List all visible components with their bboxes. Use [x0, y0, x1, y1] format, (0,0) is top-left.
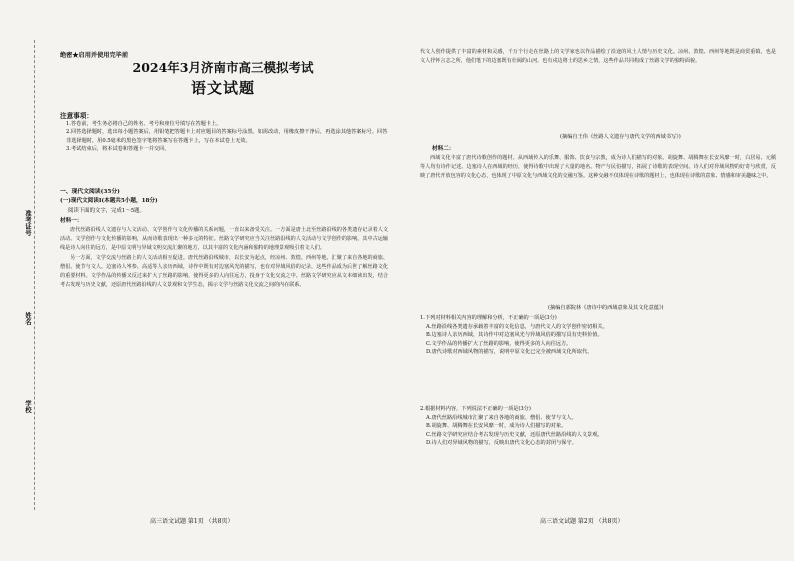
option-c: C.丝路文学研究应结合考古发现与历史文献，还原唐代丝路沿线的人文景观。: [426, 431, 603, 438]
reading-instruction: 阅读下面的文字，完成1～5题。: [68, 208, 145, 214]
option-a: A.丝路沿线各类遗存承载着丰富的文化信息，与唐代文人的文学创作密切相关。: [426, 323, 608, 330]
question-stem: 1.下列对材料相关内容的理解和分析，不正确的一项是(3分): [420, 315, 557, 321]
question-stem: 2.根据材料内容，下列说法不正确的一项是(3分): [420, 406, 531, 412]
subsection-heading: (一)现代文阅读Ⅰ(本题共5小题，18分): [60, 198, 158, 204]
notice-heading: 注意事项：: [60, 112, 93, 120]
exam-number-label: 准考证号: [24, 210, 32, 236]
material-one-label: 材料一：: [60, 218, 83, 224]
option-b: B.胡旋舞、胡腾舞在长安风靡一时，成为诗人们描写的对象。: [426, 423, 567, 430]
secret-mark: 绝密★启用并使用完毕前: [60, 52, 129, 59]
notice-list: [66, 120, 388, 154]
option-d: D.诗人们对异域风物的描写，反映出唐代文化心态的封闭与保守。: [426, 440, 577, 447]
material-two-label: 材料二：: [432, 146, 455, 152]
paragraph: 唐代丝路沿线人文遗存与人文活动、文学创作与文化传播的关系问题，一直以来备受关注。一方面是唐土北至丝路沿线的各类遗存记录着人文活动、文学创作与文化传播的影响，从而诗歌表现出一种多元的特征。丝路文学研究应当关注丝路沿线的人文活动与文学创作的影响。其中古运输线是诗人向往的远方，是中原文明与异域文明交流汇聚的地方，以其丰富的文化内涵和独特的地理景观吸引着文人们。: [60, 227, 388, 252]
subject-title: 语文试题: [190, 79, 255, 97]
option-a: A.唐代丝路沿线城市汇聚了来自各地的商旅、僧侣、使节与文人。: [426, 414, 577, 421]
exam-title: 2024年3月济南市高三模拟考试: [132, 60, 314, 75]
binding-line: [34, 40, 35, 510]
page-footer-left: 高三语文试题 第1页 （共8页）: [150, 518, 234, 525]
material-one-continued: 代文人创作提供了丰富的素材和灵感，千万个行走在丝路上的文学家也以作品描绘了沿途的风土人情与历史文化。凉州、敦煌、西州等地既是商贸重镇，也是文人抒怀言志之所，他们笔下的边塞既有壮阔的山河，也有戍边将士的思乡之情，这些作品共同构成了丝路文学的独特面貌。: [420, 49, 776, 65]
material-two-source: (摘编自郭院林《唐诗中的西域意象及其文化意蕴》): [548, 305, 664, 311]
page-footer-right: 高三语文试题 第2页 （共8页）: [540, 518, 624, 525]
notice-item: 3.考试结束后，将本试卷和答题卡一并交回。: [66, 146, 170, 153]
material-one-source: (摘编自王伟《丝路人文遗存与唐代文学的西域书写》): [560, 134, 681, 140]
option-b: B.边塞诗人亲历西域，其诗作中对边塞风光与异域风俗的描写具有史料价值。: [426, 332, 603, 339]
option-c: C.文学作品的传播扩大了丝路的影响，使得更多的人向往远方。: [426, 340, 572, 347]
question-1: [420, 314, 776, 357]
question-2: [420, 405, 776, 448]
material-one-text: [60, 226, 388, 498]
section-heading: 一、现代文阅读(35分): [60, 189, 120, 195]
school-label: 学校: [24, 400, 32, 413]
material-two-text: 西域文化丰富了唐代诗歌创作的题材。从西域传入的乐舞、服饰、饮食与宗教，成为诗人们描写的对象。胡旋舞、胡腾舞在长安风靡一时，白居易、元稹等人均有诗作记述。边塞诗人在西域的经历，使得诗歌中出现了大量的地名、物产与民俗描写，拓展了诗歌的表现空间。诗人们对异域风物的好奇与欣赏，反映了唐代开放包容的文化心态，也体现了中原文化与西域文化的交融互鉴。这种交融不仅体现在诗歌的题材上，也体现在诗歌的意象、情感和审美趣味之中。: [420, 155, 776, 180]
option-d: D.唐代诗歌对西域风物的描写，说明中原文化已完全被西域文化所取代。: [426, 349, 593, 356]
name-label: 姓名: [24, 312, 32, 325]
paragraph: 另一方面，文学交流与丝路上的人文活动相互促进。唐代丝路沿线城市，以长安为起点，经凉州、敦煌、西州等地，汇聚了来自各地的商旅、僧侣、使节与文人。边塞诗人岑参、高适等人亲历西域，诗作中既有对边塞风光的描写，也有对异域风俗的记录，这些作品成为后世了解丝路文化的重要材料。文学作品的传播又反过来扩大了丝路的影响，使得更多的人向往远方，投身于文化交流之中。丝路文学研究应从文本细读出发，结合考古发现与历史文献，还原唐代丝路沿线的人文景观和文学生态，揭示文学与丝路文化交流之间的内在联系。: [60, 254, 388, 289]
notice-item: 1.答卷前，考生务必将自己的姓名、考号和座位号填写在答题卡上。: [66, 121, 222, 127]
notice-item: 2.回答选择题时，选出每小题答案后，用铅笔把答题卡上对应题目的答案标号涂黑。如需改动，用橡皮擦干净后，再选涂其他答案标号。回答非选择题时，用0.5毫米的黑色签字笔将答案写在答题卡上，写在本试卷上无效。: [66, 129, 388, 144]
